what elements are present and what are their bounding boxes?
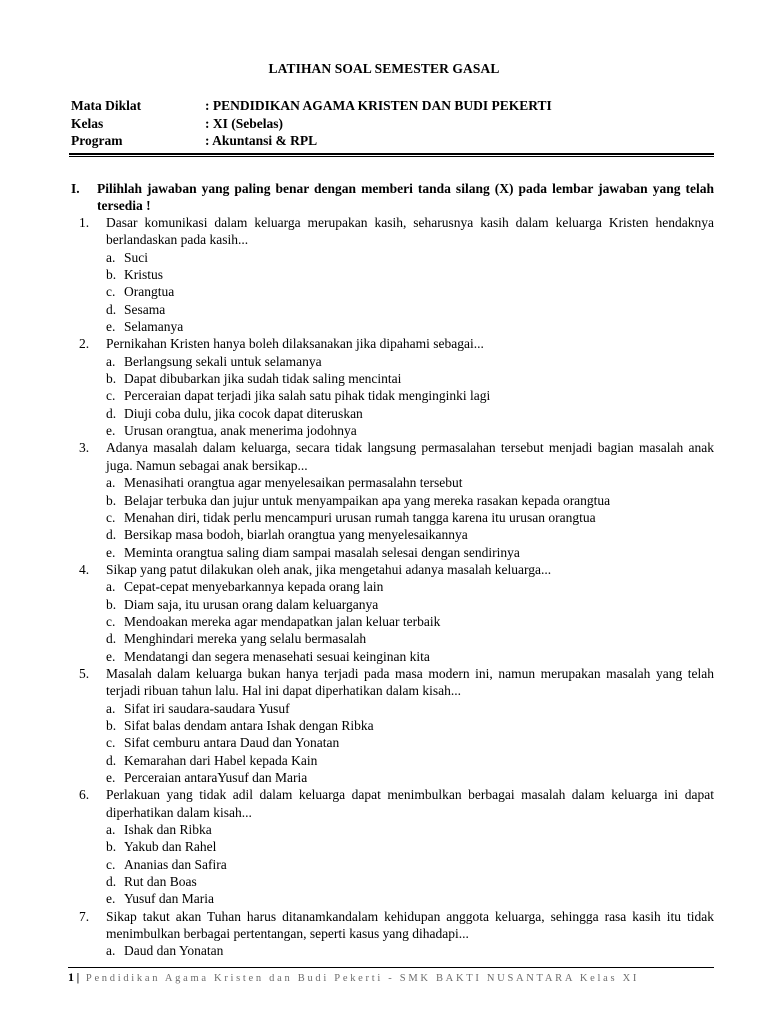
answer-option [106,578,714,595]
answer-option [106,856,714,873]
meta-value: : PENDIDIKAN AGAMA KRISTEN DAN BUDI PEKERTI [205,98,552,113]
option-text: Menasihati orangtua agar menyelesaikan permasalahn tersebut [124,475,463,491]
footer-page-number: 1 [68,970,74,984]
answer-option [106,405,714,422]
option-text: Kristus [124,267,164,283]
option-letter: b. [106,492,117,508]
option-letter: d. [106,752,117,768]
option-letter: d. [106,527,117,543]
option-letter: d. [106,405,117,421]
question-list [79,214,714,960]
question-text: Masalah dalam keluarga bukan hanya terjadi pada masa modern ini, namun merupakan masalah yang telah terjadi ribuan tahun lalu. Hal ini dapat diperhatikan dalam kisah... [106,665,714,699]
question-number: 2. [79,336,90,352]
option-text: Daud dan Yonatan [124,943,224,959]
option-letter: c. [106,735,116,751]
meta-row-subject [71,97,552,115]
meta-table [71,97,552,150]
option-letter: b. [106,267,117,283]
option-text: Perceraian dapat terjadi jika salah satu pihak tidak menginginki lagi [124,388,491,404]
question-number: 7. [79,908,90,924]
question-text: Adanya masalah dalam keluarga, secara tidak langsung permasalahan tersebut menjadi bagian masalah anak juga. Namun sebagai anak bersikap... [106,440,714,473]
question-item [79,908,714,960]
option-letter: d. [106,301,117,317]
answer-option [106,613,714,630]
option-text: Perceraian antaraYusuf dan Maria [124,770,308,785]
option-letter: c. [106,613,116,629]
answer-option [106,752,714,769]
answer-option [106,890,714,907]
meta-label: Program [71,133,123,148]
question-item [79,214,714,335]
option-letter: b. [106,596,117,612]
option-text: Suci [124,249,149,265]
question-item [79,786,714,907]
option-text: Orangtua [124,284,175,300]
question-item [79,439,714,560]
option-text: Sifat cemburu antara Daud dan Yonatan [124,735,340,751]
footer-text: Pendidikan Agama Kristen dan Budi Pekerti - SMK BAKTI NUSANTARA Kelas XI [85,973,640,984]
answer-option [106,387,714,404]
question-text: Sikap takut akan Tuhan harus ditanamkandalam kehidupan anggota keluarga, sehingga rasa kasih itu tidak menimbulkan berbagai pertentangan, seperti kasus yang dihadapi... [106,908,714,942]
meta-row-class [71,115,552,133]
option-text: Mendoakan mereka agar mendapatkan jalan keluar terbaik [124,613,441,629]
option-letter: b. [106,717,117,733]
footer-separator: | [76,970,80,984]
answer-option [106,492,714,509]
option-letter: a. [106,822,116,838]
option-text: Menghindari mereka yang selalu bermasalah [124,631,367,647]
option-letter: c. [106,284,116,300]
question-number: 6. [79,787,90,803]
question-number: 5. [79,665,90,681]
option-letter: c. [106,856,116,872]
answer-option [106,353,714,370]
option-text: Sifat iri saudara-saudara Yusuf [124,700,290,716]
question-text: Dasar komunikasi dalam keluarga merupakan kasih, seharusnya kasih dalam keluarga Kristen hendaknya berlandaskan pada kasih... [106,215,714,248]
answer-option [106,838,714,855]
header-divider [69,153,714,157]
option-letter: a. [106,700,116,716]
option-text: Cepat-cepat menyebarkannya kepada orang lain [124,579,384,595]
answer-option [106,596,714,613]
question-number: 4. [79,561,90,577]
option-text: Diuji coba dulu, jika cocok dapat diteruskan [124,405,363,421]
option-text: Yakub dan Rahel [124,839,217,855]
footer-divider [68,967,714,968]
option-letter: e. [106,423,116,439]
question-text: Sikap yang patut dilakukan oleh anak, jika mengetahui adanya masalah keluarga... [106,561,552,577]
question-item [79,561,714,665]
option-text: Bersikap masa bodoh, biarlah orangtua yang menyelesaikannya [124,527,468,543]
option-text: Sesama [124,301,166,317]
answer-option [106,370,714,387]
option-text: Ananias dan Safira [124,856,227,872]
page-title: LATIHAN SOAL SEMESTER GASAL [268,61,500,76]
question-text: Perlakuan yang tidak adil dalam keluarga dapat menimbulkan berbagai masalah dalam keluarga ini dapat diperhatikan dalam kisah... [106,787,714,820]
answer-option [106,630,714,647]
answer-option [106,873,714,890]
meta-label: Kelas [71,115,104,131]
answer-option [106,821,714,838]
option-letter: a. [106,249,116,265]
answer-option [106,700,714,717]
option-letter: a. [106,579,116,595]
option-text: Yusuf dan Maria [124,891,214,907]
answer-option [106,422,714,439]
option-text: Kemarahan dari Habel kepada Kain [124,752,318,768]
option-text: Meminta orangtua saling diam sampai masalah selesai dengan sendirinya [124,544,520,560]
answer-option [106,509,714,526]
option-text: Menahan diri, tidak perlu mencampuri urusan rumah tangga karena itu urusan orangtua [124,509,596,525]
option-text: Diam saja, itu urusan orang dalam keluarganya [124,596,379,612]
option-text: Belajar terbuka dan jujur untuk menyampaikan apa yang mereka rasakan kepada orangtua [124,492,611,508]
meta-value: : XI (Sebelas) [205,115,283,131]
answer-option [106,266,714,283]
option-letter: b. [106,839,117,855]
question-number: 3. [79,440,90,456]
meta-value: : Akuntansi & RPL [205,133,318,148]
option-letter: a. [106,475,116,491]
option-text: Urusan orangtua, anak menerima jodohnya [124,423,357,439]
meta-label: Mata Diklat [71,98,142,113]
answer-option [106,544,714,561]
question-text: Pernikahan Kristen hanya boleh dilaksanakan jika dipahami sebagai... [106,336,484,352]
answer-option [106,717,714,734]
option-letter: e. [106,891,116,907]
option-letter: a. [106,943,116,959]
question-number: 1. [79,215,90,230]
option-letter: c. [106,388,116,404]
answer-option [106,283,714,300]
answer-option [106,301,714,318]
answer-option [106,249,714,266]
option-letter: d. [106,631,117,647]
section-text: Pilihlah jawaban yang paling benar dengan memberi tanda silang (X) pada lembar jawaban yang telah tersedia ! [97,181,714,214]
option-text: Ishak dan Ribka [124,822,212,838]
option-letter: a. [106,353,116,369]
option-letter: c. [106,509,116,525]
answer-option [106,474,714,491]
option-text: Mendatangi dan segera menasehati sesuai keinginan kita [124,648,430,664]
question-item [79,665,714,786]
answer-option [106,648,714,665]
answer-option [106,734,714,751]
option-letter: d. [106,874,117,890]
section-number: I. [71,181,80,196]
option-text: Selamanya [124,319,184,335]
option-letter: e. [106,648,116,664]
option-text: Sifat balas dendam antara Ishak dengan Ribka [124,717,374,733]
option-text: Dapat dibubarkan jika sudah tidak saling mencintai [124,371,402,387]
meta-row-program [71,132,552,150]
answer-option [106,942,714,959]
option-letter: b. [106,371,117,387]
option-letter: e. [106,319,116,335]
page-footer [68,970,714,985]
option-letter: e. [106,770,116,785]
answer-option [106,526,714,543]
option-text: Berlangsung sekali untuk selamanya [124,353,322,369]
answer-option [106,769,714,786]
question-item [79,335,714,439]
option-text: Rut dan Boas [124,874,197,890]
answer-option [106,318,714,335]
section-instruction [71,180,714,214]
option-letter: e. [106,544,116,560]
